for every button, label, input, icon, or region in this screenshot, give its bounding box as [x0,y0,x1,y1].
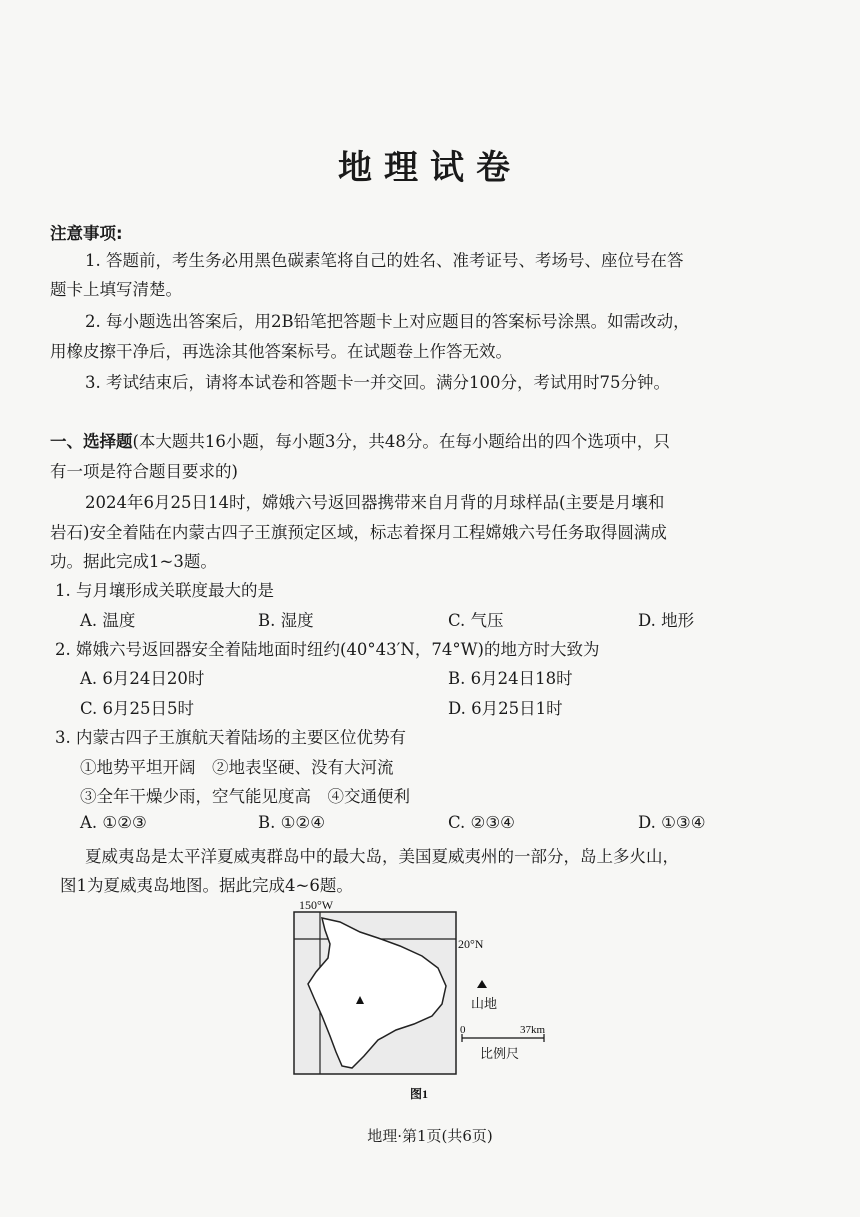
passage1-line-1: 2024年6月25日14时，嫦娥六号返回器携带来自月背的月球样品(主要是月壤和 [85,493,665,512]
hawaii-map-figure [292,898,582,1112]
q2-option-a: A. 6月24日20时 [80,669,205,688]
q3-option-b: B. ①②④ [258,813,325,832]
notice-line-4: 用橡皮擦干净后，再选涂其他答案标号。在试题卷上作答无效。 [50,342,512,361]
notice-line-1: 1. 答题前，考生务必用黑色碳素笔将自己的姓名、准考证号、考场号、座位号在答 [85,251,684,270]
q2-option-b: B. 6月24日18时 [448,669,573,688]
section-heading: 一、选择题 [50,432,133,451]
latitude-label: 20°N [458,937,484,951]
q1-option-d: D. 地形 [638,611,695,630]
passage1-line-3: 功。据此完成1~3题。 [50,552,217,571]
notice-heading: 注意事项: [50,224,123,243]
q3-stem: 3. 内蒙古四子王旗航天着陆场的主要区位优势有 [55,728,406,747]
q3-option-d: D. ①③④ [638,813,706,832]
figure-caption: 图1 [410,1087,429,1101]
legend-mountain-label: 山地 [471,996,498,1011]
q1-stem: 1. 与月壤形成关联度最大的是 [55,581,274,600]
scale-distance-label: 37km [520,1024,546,1036]
q2-option-c: C. 6月25日5时 [80,699,195,718]
page-title: 地理试卷 [338,148,522,188]
scale-caption: 比例尺 [480,1046,520,1061]
section-heading-line [50,428,670,452]
notice-line-5: 3. 考试结束后，请将本试卷和答题卡一并交回。满分100分，考试用时75分钟。 [85,373,670,392]
q3-option-c: C. ②③④ [448,813,515,832]
legend-mountain-triangle-icon [477,980,487,988]
q2-stem: 2. 嫦娥六号返回器安全着陆地面时纽约(40°43′N，74°W)的地方时大致为 [55,640,600,659]
passage2-line-2: 图1为夏威夷岛地图。据此完成4~6题。 [60,876,353,895]
q1-option-b: B. 湿度 [258,611,314,630]
notice-line-3: 2. 每小题选出答案后，用2B铅笔把答题卡上对应题目的答案标号涂黑。如需改动， [85,312,690,331]
q3-statements-1: ①地势平坦开阔 ②地表坚硬、没有大河流 [80,758,394,777]
page-footer: 地理·第1页(共6页) [367,1127,493,1145]
scale-zero-label: 0 [460,1024,466,1036]
q3-option-a: A. ①②③ [80,813,147,832]
q2-option-d: D. 6月25日1时 [448,699,563,718]
hawaii-map [292,898,582,1108]
notice-line-2: 题卡上填写清楚。 [50,280,182,299]
q3-statements-2: ③全年干燥少雨，空气能见度高 ④交通便利 [80,787,410,806]
section-desc-1: (本大题共16小题，每小题3分，共48分。在每小题给出的四个选项中，只 [132,432,670,451]
passage2-line-1: 夏威夷岛是太平洋夏威夷群岛中的最大岛，美国夏威夷州的一部分，岛上多火山， [85,847,679,866]
longitude-label: 150°W [299,898,334,912]
passage1-line-2: 岩石)安全着陆在内蒙古四子王旗预定区域，标志着探月工程嫦娥六号任务取得圆满成 [50,523,667,542]
q1-option-a: A. 温度 [80,611,136,630]
q1-option-c: C. 气压 [448,611,504,630]
section-desc-2: 有一项是符合题目要求的) [50,462,238,481]
